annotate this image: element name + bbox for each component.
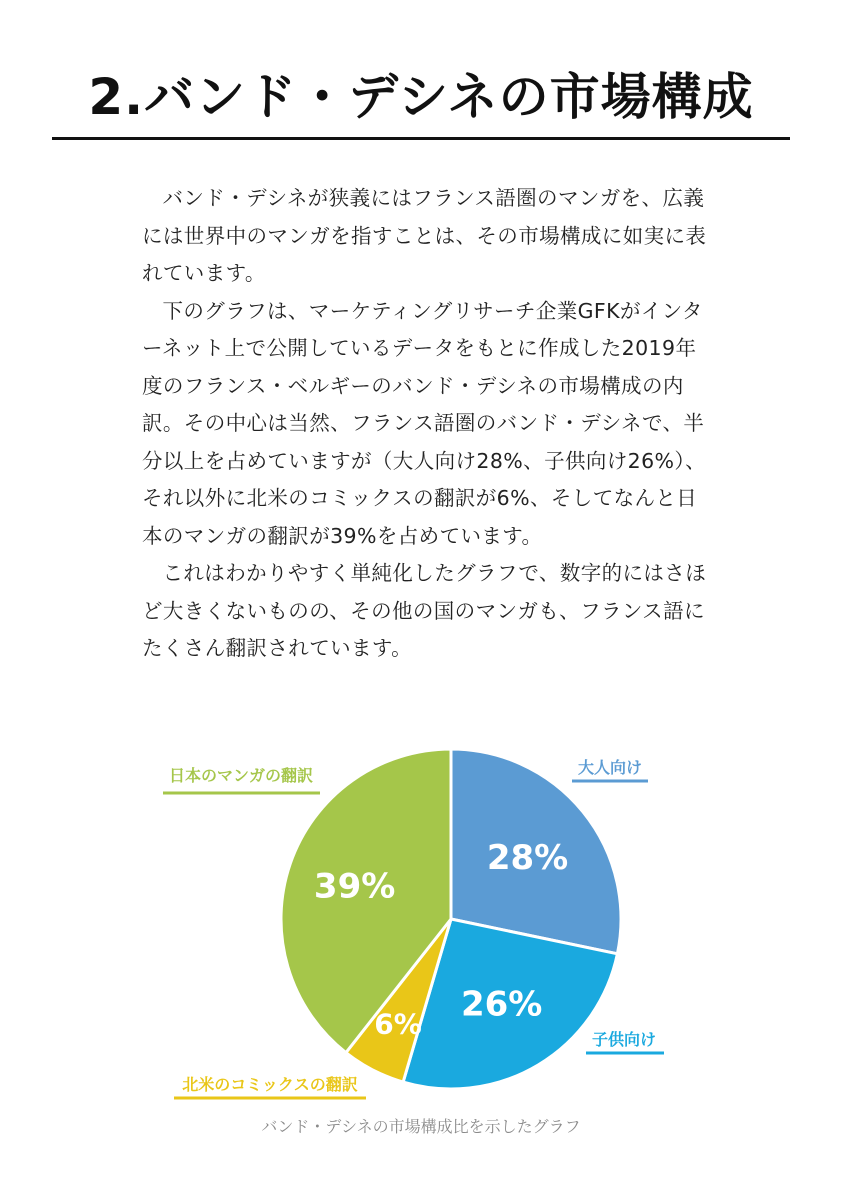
pie-value-label: 6% xyxy=(374,1007,422,1041)
paragraph: バンド・デシネが狭義にはフランス語圏のマンガを、広義には世界中のマンガを指すことは、その市場構成に如実に表れています。 xyxy=(142,186,707,285)
pie-category-label: 日本のマンガの翻訳 xyxy=(168,766,314,785)
pie-category-label: 大人向け xyxy=(577,758,643,777)
page-title: 2.バンド・デシネの市場構成 xyxy=(88,68,754,126)
pie-value-label: 39% xyxy=(313,866,396,907)
pie-value-label: 26% xyxy=(460,984,543,1025)
pie-slices xyxy=(281,749,621,1089)
pie-value-label: 28% xyxy=(486,837,569,878)
paragraph: 下のグラフは、マーケティングリサーチ企業GFKがインターネット上で公開しているデータをもとに作成した2019年度のフランス・ベルギーのバンド・デシネの市場構成の内訳。その中心は当然、フランス語圏のバンド・デシネで、半分以上を占めていますが（大人向け28%、子供向け26%）、それ以外に北米のコミックスの翻訳が6%、そしてなんと日本のマンガの翻訳が39%を占めています。 xyxy=(142,298,706,548)
paragraph: これはわかりやすく単純化したグラフで、数字的にはさほど大きくないものの、その他の国のマンガも、フランス語にたくさん翻訳されています。 xyxy=(142,561,707,660)
pie-category-label: 北米のコミックスの翻訳 xyxy=(182,1075,358,1094)
chart-caption: バンド・デシネの市場構成比を示したグラフ xyxy=(261,1117,581,1136)
pie-category-label: 子供向け xyxy=(591,1030,657,1049)
